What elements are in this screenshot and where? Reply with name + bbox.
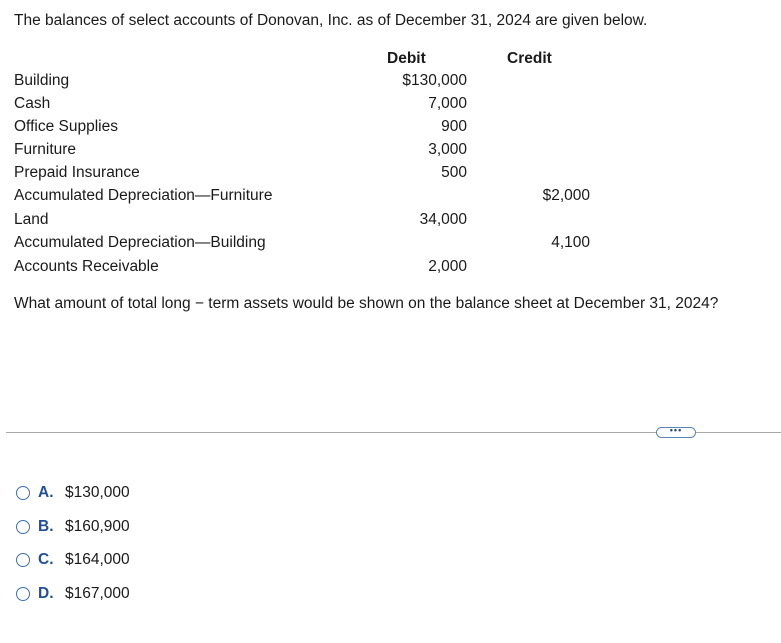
option-d[interactable] <box>16 583 130 605</box>
radio-button-icon[interactable] <box>16 486 30 500</box>
option-letter: D. <box>38 585 54 602</box>
option-letter: A. <box>38 484 54 501</box>
account-row <box>0 72 781 95</box>
debit-column-header: Debit <box>387 50 426 67</box>
debit-amount: 500 <box>441 164 467 181</box>
debit-amount: 34,000 <box>419 211 467 228</box>
option-a[interactable] <box>16 482 130 504</box>
show-more-button[interactable] <box>656 427 696 438</box>
credit-column-header: Credit <box>507 50 552 67</box>
account-name: Office Supplies <box>14 118 118 135</box>
option-value: $130,000 <box>65 484 130 501</box>
account-name: Accumulated Depreciation—Furniture <box>14 187 273 204</box>
account-row <box>0 141 781 164</box>
account-row <box>0 118 781 141</box>
option-c[interactable] <box>16 549 130 571</box>
question-text: What amount of total long − term assets would be shown on the balance sheet at December 31, 2024? <box>14 295 719 312</box>
option-value: $160,900 <box>65 518 130 535</box>
account-name: Accumulated Depreciation—Building <box>14 234 266 251</box>
account-row <box>0 95 781 118</box>
account-name: Cash <box>14 95 51 112</box>
debit-amount: 2,000 <box>428 258 467 275</box>
account-row <box>0 234 781 257</box>
account-row <box>0 258 781 281</box>
account-name: Furniture <box>14 141 77 158</box>
radio-button-icon[interactable] <box>16 553 30 567</box>
account-row <box>0 211 781 234</box>
option-value: $167,000 <box>65 585 130 602</box>
account-name: Prepaid Insurance <box>14 164 140 181</box>
debit-amount: $130,000 <box>402 72 467 89</box>
problem-intro: The balances of select accounts of Donovan, Inc. as of December 31, 2024 are given below. <box>14 12 648 29</box>
ellipsis-icon: ••• <box>669 425 683 435</box>
account-name: Accounts Receivable <box>14 258 159 275</box>
account-name: Building <box>14 72 70 89</box>
radio-button-icon[interactable] <box>16 587 30 601</box>
option-value: $164,000 <box>65 551 130 568</box>
radio-button-icon[interactable] <box>16 520 30 534</box>
debit-amount: 3,000 <box>428 141 467 158</box>
option-b[interactable] <box>16 516 130 538</box>
option-letter: B. <box>38 518 54 535</box>
credit-amount: $2,000 <box>542 187 590 204</box>
debit-amount: 7,000 <box>428 95 467 112</box>
debit-amount: 900 <box>441 118 467 135</box>
option-letter: C. <box>38 551 54 568</box>
account-name: Land <box>14 211 49 228</box>
account-row <box>0 187 781 210</box>
credit-amount: 4,100 <box>551 234 590 251</box>
account-row <box>0 164 781 187</box>
